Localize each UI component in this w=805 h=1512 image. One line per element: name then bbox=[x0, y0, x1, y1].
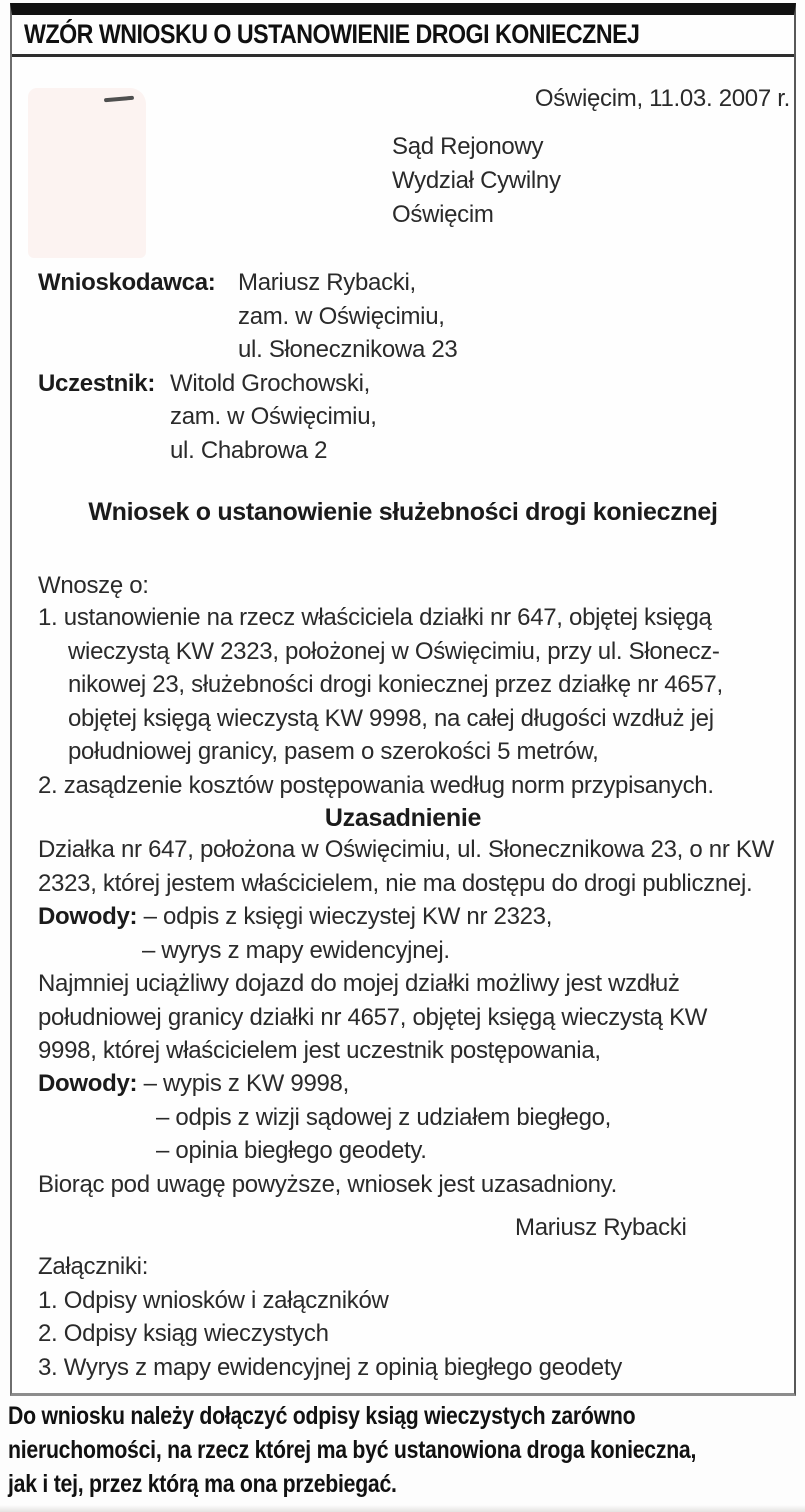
document-masthead bbox=[12, 15, 794, 57]
participant-label: Uczestnik: bbox=[38, 369, 156, 397]
applicant-line bbox=[38, 266, 457, 300]
paragraph-line: Działka nr 647, położona w Oświęcimiu, ul. Słonecznikowa 23, o nr KW bbox=[38, 836, 774, 863]
closing-sentence: Biorąc pod uwagę powyższe, wniosek jest uzasadniony. bbox=[38, 1171, 617, 1198]
scan-edge-smudge bbox=[0, 1505, 805, 1512]
signature-name: Mariusz Rybacki bbox=[515, 1214, 687, 1241]
redacted-stamp-area bbox=[28, 88, 146, 258]
participant-name: Witold Grochowski, bbox=[170, 369, 370, 397]
evidence-line bbox=[38, 1067, 611, 1101]
participant-address-line: ul. Chabrowa 2 bbox=[170, 436, 328, 464]
applicant-address-line: ul. Słonecznikowa 23 bbox=[238, 336, 458, 363]
masthead-title: WZÓR WNIOSKU O USTANOWIENIE DROGI KONIECZNEJ bbox=[24, 19, 640, 49]
justification-heading: Uzasadnienie bbox=[324, 804, 482, 832]
applicant-label: Wnioskodawca: bbox=[38, 269, 216, 296]
applicant-address-line: zam. w Oświęcimiu, bbox=[238, 302, 445, 330]
paragraph-line: południowej granicy działki nr 4657, objętej księgą wieczystą KW bbox=[38, 1003, 708, 1031]
participant-address-line: zam. w Oświęcimiu, bbox=[170, 403, 377, 430]
parties-block bbox=[38, 266, 457, 467]
footer-note-line: jak i tej, przez którą ma ona przebiegać. bbox=[8, 1470, 397, 1498]
applicant-name: Mariusz Rybacki, bbox=[238, 269, 416, 296]
evidence-item: – wyrys z mapy ewidencyjnej. bbox=[142, 936, 450, 964]
court-line: Oświęcim bbox=[392, 201, 494, 228]
attachment-item: 2. Odpisy ksiąg wieczystych bbox=[38, 1320, 329, 1347]
court-line: Sąd Rejonowy bbox=[392, 133, 544, 160]
evidence-line bbox=[38, 900, 552, 934]
place-date-line: Oświęcim, 11.03. 2007 r. bbox=[534, 85, 790, 112]
footer-note-line: Do wniosku należy dołączyć odpisy ksiąg wieczystych zarówno bbox=[8, 1402, 636, 1430]
evidence-item: – odpis z księgi wieczystej KW nr 2323, bbox=[143, 903, 553, 930]
motion-title: Wniosek o ustanowienie służebności drogi koniecznej bbox=[88, 498, 718, 526]
motion-items-list bbox=[38, 601, 723, 802]
court-line: Wydział Cywilny bbox=[392, 167, 561, 194]
paragraph-line: Najmniej uciążliwy dojazd do mojej działki możliwy jest wzdłuż bbox=[38, 970, 680, 997]
evidence-block-2 bbox=[38, 1067, 611, 1168]
evidence-block-1 bbox=[38, 900, 552, 967]
paragraph-line: 2323, której jestem właścicielem, nie ma dostępu do drogi publicznej. bbox=[38, 869, 753, 897]
motion-intro: Wnoszę o: bbox=[38, 572, 149, 599]
motion-item-line: 1. ustanowienie na rzecz właściciela działki nr 647, objętej księgą bbox=[38, 604, 712, 631]
court-address-block bbox=[392, 130, 561, 232]
evidence-label: Dowody: bbox=[38, 903, 138, 930]
justification-paragraph-1 bbox=[38, 833, 774, 900]
motion-item-line: wieczystą KW 2323, położonej w Oświęcimiu, przy ul. Słonecz- bbox=[68, 637, 720, 665]
evidence-label: Dowody: bbox=[38, 1070, 138, 1097]
participant-line bbox=[38, 367, 457, 401]
attachments-heading: Załączniki: bbox=[38, 1253, 149, 1280]
attachment-item: 3. Wyrys z mapy ewidencyjnej z opinią biegłego geodety bbox=[38, 1353, 622, 1381]
footer-note-line: nieruchomości, na rzecz której ma być ustanowiona droga konieczna, bbox=[8, 1436, 697, 1464]
evidence-item: – odpis z wizji sądowej z udziałem biegłego, bbox=[156, 1103, 612, 1131]
motion-item-line: 2. zasądzenie kosztów postępowania według norm przypisanych. bbox=[38, 771, 714, 799]
motion-item-line: nikowej 23, służebności drogi koniecznej przez działkę nr 4657, bbox=[68, 671, 723, 698]
attachments-block bbox=[38, 1250, 622, 1384]
paragraph-line: 9998, której właścicielem jest uczestnik postępowania, bbox=[38, 1037, 601, 1064]
attachment-item: 1. Odpisy wniosków i załączników bbox=[38, 1286, 389, 1314]
evidence-item: – opinia biegłego geodety. bbox=[156, 1137, 427, 1164]
evidence-item: – wypis z KW 9998, bbox=[143, 1070, 349, 1097]
footer-instruction-note bbox=[8, 1399, 805, 1501]
motion-item-line: objętej księgą wieczystą KW 9998, na całej długości wzdłuż jej bbox=[68, 704, 714, 732]
redaction-pen-mark bbox=[104, 96, 134, 103]
justification-paragraph-2 bbox=[38, 967, 707, 1068]
motion-item-line: południowej granicy, pasem o szerokości 5 metrów, bbox=[68, 738, 599, 765]
